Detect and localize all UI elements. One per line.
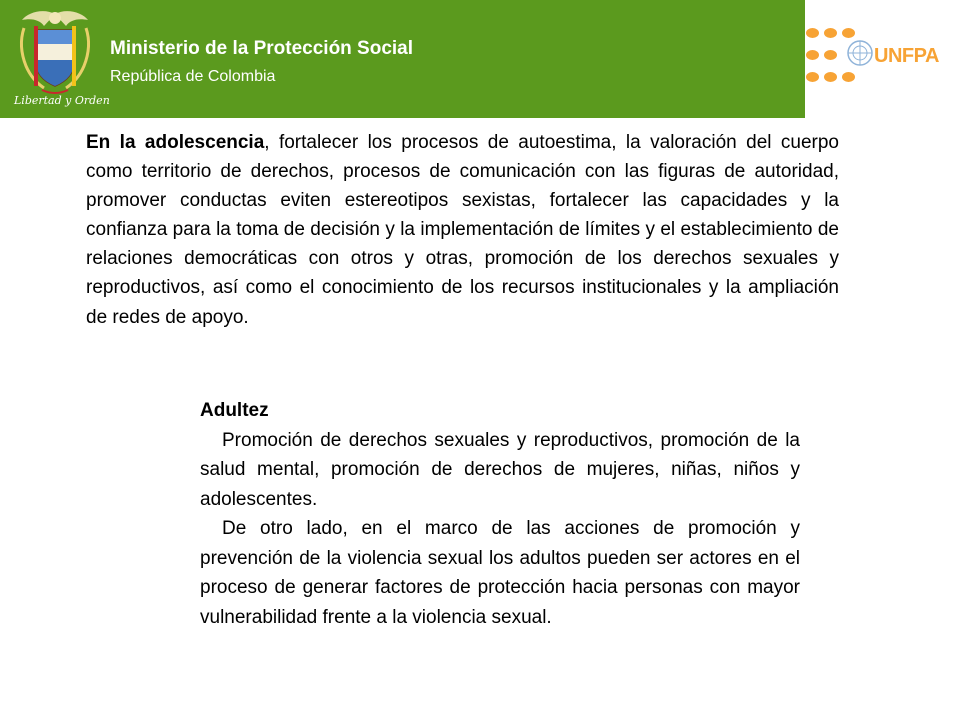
crest-icon bbox=[14, 6, 96, 96]
adulthood-section bbox=[200, 396, 800, 632]
adolescence-lead: En la adolescencia bbox=[86, 132, 265, 153]
republic-name: República de Colombia bbox=[110, 68, 276, 85]
adolescence-paragraph bbox=[86, 128, 839, 332]
header-bar bbox=[0, 0, 805, 118]
ministry-name: Ministerio de la Protección Social bbox=[110, 38, 414, 59]
colombia-crest-logo bbox=[14, 6, 110, 112]
adulthood-item-text: Promoción de derechos sexuales y reproductivos, promoción de la salud mental, promoción de derechos de mujeres, niñas, niños y adolescentes. bbox=[200, 429, 800, 510]
un-emblem-icon bbox=[846, 39, 874, 67]
adulthood-item-text: De otro lado, en el marco de las acciones de promoción y prevención de la violencia sexual los adultos pueden ser actores en el proceso de generar factores de protección hacia personas con mayor vulnerabilidad frente a la violencia sexual. bbox=[200, 518, 800, 628]
adulthood-item bbox=[200, 426, 800, 515]
adolescence-text: , fortalecer los procesos de autoestima, la valoración del cuerpo como territorio de derechos, procesos de comunicación con las figuras de autoridad, promover conductas eviten estereotipos sexistas, fortalecer las capacidades y la confianza para la toma de decisión y la implementación de límites y el establecimiento de relaciones democráticas con otros y otras, promoción de los derechos sexuales y reproductivos, así como el conocimiento de los recursos institucionales y la ampliación de redes de apoyo. bbox=[86, 132, 839, 328]
unfpa-logo bbox=[806, 22, 956, 94]
adulthood-title: Adultez bbox=[200, 400, 269, 421]
crest-motto: Libertad y Orden bbox=[14, 94, 110, 107]
adulthood-item bbox=[200, 514, 800, 632]
unfpa-wordmark: UNFPA bbox=[874, 45, 939, 67]
